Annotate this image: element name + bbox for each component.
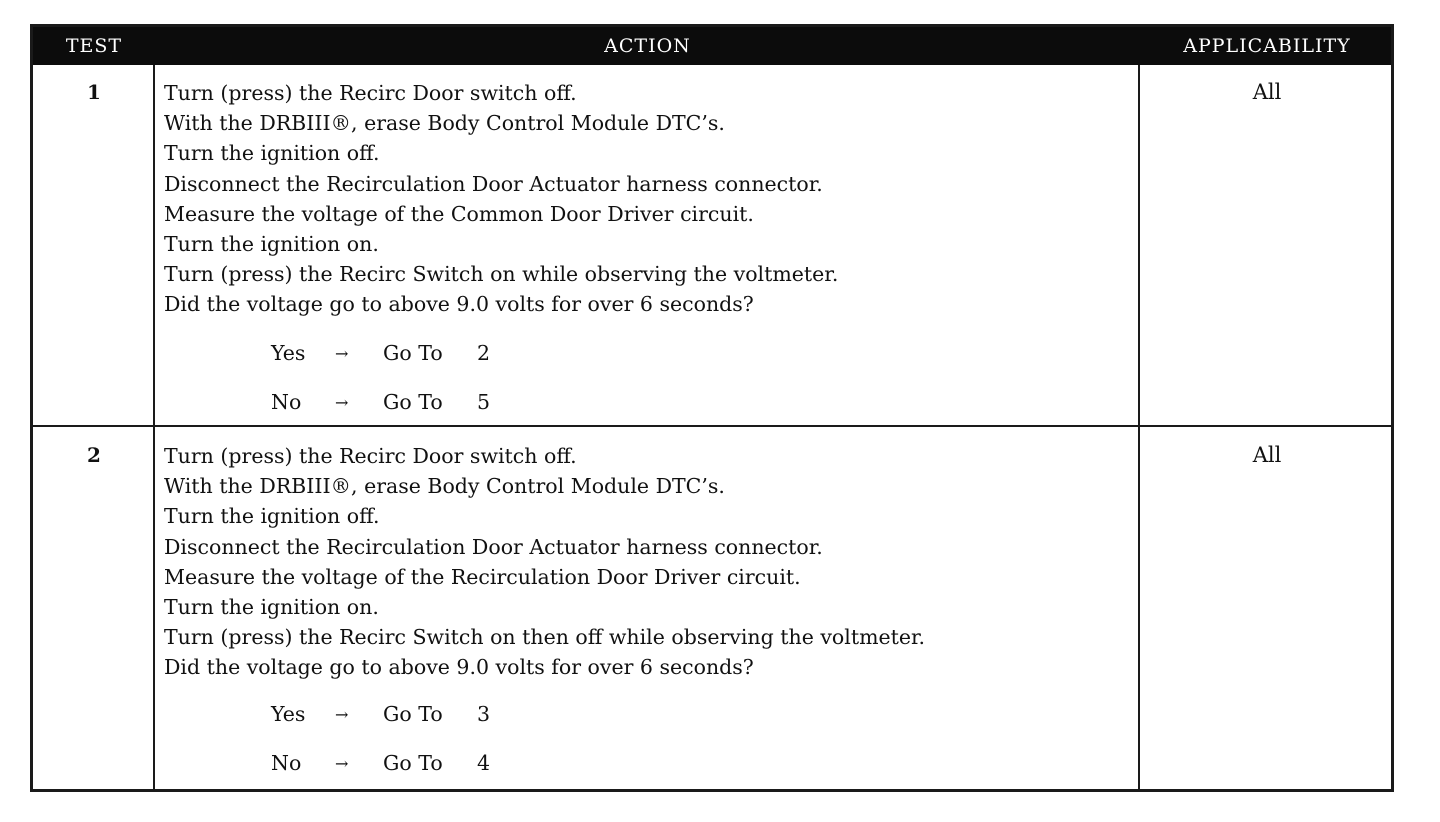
table-row: [33, 67, 1391, 425]
arrow-right-icon: →: [335, 705, 349, 724]
action-steps: [164, 78, 1124, 320]
header-applicability: APPLICABILITY: [1183, 35, 1351, 57]
action-step: Disconnect the Recirculation Door Actuator harness connector.: [164, 534, 823, 559]
action-step: Disconnect the Recirculation Door Actuator harness connector.: [164, 171, 823, 196]
choice-goto: Go To: [383, 751, 443, 775]
action-steps: [164, 441, 1124, 683]
arrow-right-icon: →: [335, 393, 349, 412]
header-action: ACTION: [604, 35, 691, 57]
action-step: Turn (press) the Recirc Switch on while observing the voltmeter.: [164, 262, 839, 287]
diagnostic-test-table: [30, 24, 1394, 792]
choice-goto: Go To: [383, 341, 443, 365]
action-step: Turn (press) the Recirc Door switch off.: [164, 81, 577, 105]
arrow-right-icon: →: [335, 344, 349, 363]
choice-goto: Go To: [383, 702, 443, 726]
action-step: Turn (press) the Recirc Switch on then off while observing the voltmeter.: [164, 625, 926, 650]
choice-answer: No: [271, 751, 302, 775]
action-step: Turn the ignition on.: [164, 232, 379, 257]
action-step: Turn the ignition off.: [164, 141, 380, 166]
header-test: TEST: [65, 35, 123, 57]
action-step: With the DRBIII®, erase Body Control Module DTC’s.: [164, 111, 725, 136]
action-step: With the DRBIII®, erase Body Control Module DTC’s.: [164, 474, 725, 499]
test-number: 1: [87, 80, 101, 104]
choice-answer: Yes: [271, 702, 306, 726]
choice-answer: No: [271, 390, 302, 414]
choice-target: 3: [477, 702, 491, 726]
action-step: Did the voltage go to above 9.0 volts for over 6 seconds?: [164, 655, 754, 680]
test-number: 2: [87, 443, 101, 467]
choice-target: 5: [477, 390, 491, 414]
choice-goto: Go To: [383, 390, 443, 414]
action-step: Turn the ignition off.: [164, 504, 380, 529]
applicability-value: All: [1252, 443, 1282, 467]
action-step: Did the voltage go to above 9.0 volts for over 6 seconds?: [164, 292, 754, 317]
action-step: Measure the voltage of the Recirculation Door Driver circuit.: [164, 564, 801, 589]
table-header: [33, 27, 1391, 65]
action-step: Turn the ignition on.: [164, 595, 379, 620]
arrow-right-icon: →: [335, 754, 349, 773]
action-step: Turn (press) the Recirc Door switch off.: [164, 444, 577, 468]
choice-target: 2: [477, 341, 491, 365]
choice-answer: Yes: [271, 341, 306, 365]
table-row: [33, 427, 1391, 789]
action-step: Measure the voltage of the Common Door Driver circuit.: [164, 201, 754, 226]
applicability-value: All: [1252, 80, 1282, 104]
choice-target: 4: [477, 751, 491, 775]
